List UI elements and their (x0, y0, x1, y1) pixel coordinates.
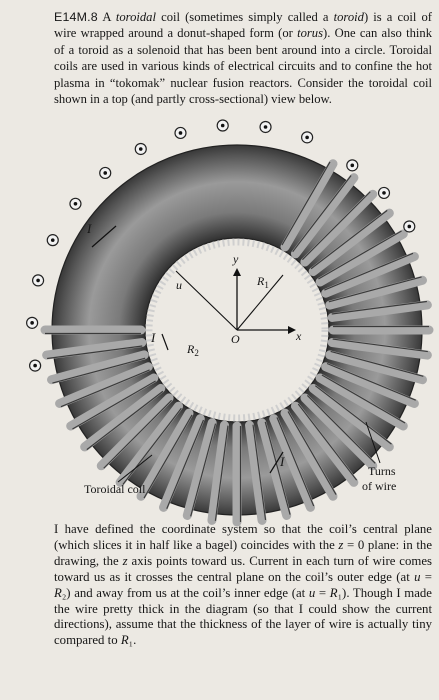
text-run: I have defined the coordinate system so that the coil’s central plane (which slices it in half like a bagel) coincides with the (54, 522, 432, 552)
text-run: ₁. (128, 633, 137, 648)
text-run: ₂) and away from us at the coil’s inner edge (at (61, 585, 309, 600)
current-arrow-inner (162, 334, 168, 350)
turns-label-line1: Turns (368, 464, 396, 478)
current-out-dot (305, 136, 309, 140)
toroidal-coil-label: Toroidal coil (84, 482, 146, 496)
italic-run: toroidal (115, 10, 156, 24)
current-out-dot (30, 321, 34, 325)
current-out-dot (74, 202, 78, 206)
u-line (176, 271, 237, 330)
text-run: ). One can also think of a toroid as a solenoid that has been bent around into a circle. Toroidal coils are used in various kinds of electrical circuits and to confine the hot plasma in “tokomak” nuclear fusion reactors. Consider the toroidal coil shown in a top (and partly cross-sectional) view below. (54, 26, 432, 107)
current-out-dot (51, 238, 55, 242)
italic-run: R (54, 585, 62, 600)
current-out-dot (350, 164, 354, 168)
current-out-dot (264, 125, 268, 129)
current-label-bottom: I (280, 454, 285, 469)
x-axis-label: x (296, 329, 302, 343)
u-label: u (176, 278, 182, 292)
r1-label: $R_1$ (257, 274, 269, 290)
italic-run: z (122, 553, 128, 568)
figure-geometry (27, 120, 429, 522)
text-run: coil (sometimes simply called a (155, 10, 334, 24)
y-axis-arrowhead (233, 268, 241, 276)
italic-run: z (338, 537, 344, 552)
current-label-inner: I (151, 330, 156, 345)
text-run: A (97, 10, 116, 24)
text-run: axis points toward us. Current in each turn of wire comes toward us as it crosses the central plane on the coil’s outer edge (at (54, 553, 432, 584)
italic-run: u (308, 585, 316, 600)
text-run: ₁). Though I made the wire pretty thick in the diagram (so that I could show the current directions), assume that the thickness of the layer of wire is actually tiny compared to (54, 585, 432, 648)
text-run: ) is a coil of wire wrapped around a donut-shaped form (or (54, 10, 432, 41)
italic-run: R (329, 585, 338, 600)
current-out-dot (407, 225, 411, 229)
current-out-dot (139, 147, 143, 151)
current-out-dot (221, 124, 225, 128)
y-axis-label: y (233, 252, 239, 266)
current-label-outer: I (87, 221, 92, 236)
current-out-dot (33, 364, 37, 368)
origin-label: O (231, 332, 240, 346)
body-text (54, 522, 432, 647)
r2-label: $R_2$ (187, 342, 199, 358)
italic-run: toroid (333, 10, 364, 24)
text-run: = (315, 585, 330, 600)
italic-run: torus (297, 26, 323, 41)
problem-body (54, 522, 432, 649)
x-axis-arrowhead (288, 326, 296, 334)
current-out-dot (36, 279, 40, 283)
current-out-dot (179, 131, 183, 135)
italic-run: R (120, 633, 129, 648)
turns-label-line2: of wire (362, 479, 397, 493)
text-run: = 0 plane: in the drawing, the (54, 537, 433, 568)
current-out-dot (382, 191, 386, 195)
problem-id: E14M.8 (54, 10, 98, 24)
italic-run: u (414, 569, 421, 584)
text-run: = (420, 569, 432, 584)
current-out-dot (103, 171, 107, 175)
